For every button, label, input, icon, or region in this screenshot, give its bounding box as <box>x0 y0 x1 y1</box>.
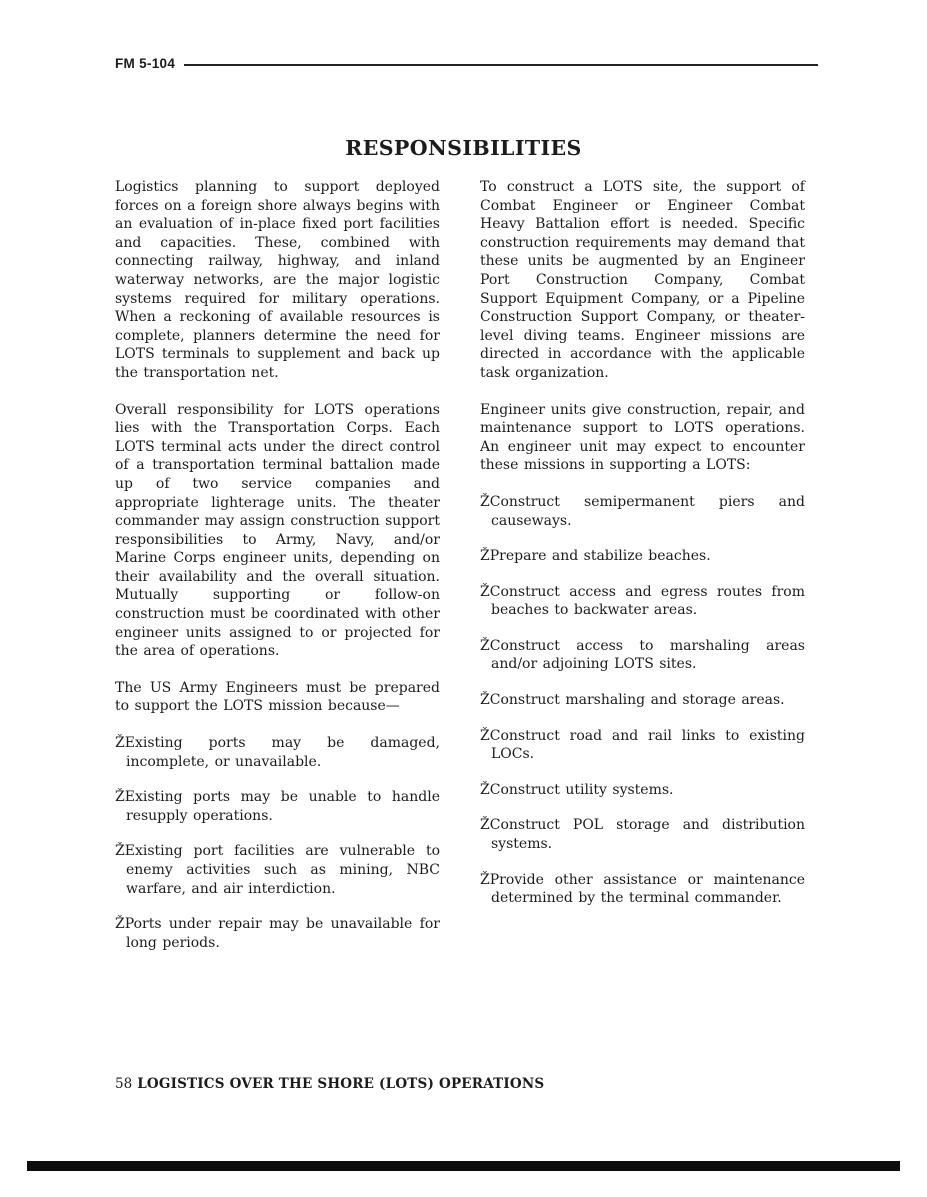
two-column-body <box>115 178 805 969</box>
bullet-glyph: Ž <box>480 817 490 834</box>
bullet-text: Prepare and stabilize beaches. <box>489 548 711 565</box>
paragraph-lead-in: Engineer units give construction, repair, and maintenance support to LOTS operations. An engineer unit may expect to encounter these missions in supporting a LOTS: <box>480 401 805 474</box>
bullet-glyph: Ž <box>115 735 125 752</box>
bullet-item <box>480 781 805 800</box>
bullet-item <box>480 583 805 620</box>
bullet-item <box>480 547 805 566</box>
bullet-text: Existing port facilities are vulnerable to enemy activities such as mining, NBC warfare, and air interdiction. <box>124 843 440 897</box>
page-number: 58 <box>115 1076 133 1092</box>
bullet-text: Construct road and rail links to existing LOCs. <box>489 727 805 763</box>
bottom-rule-bar <box>27 1161 900 1171</box>
bullet-glyph: Ž <box>480 493 490 510</box>
paragraph: Overall responsibility for LOTS operations lies with the Transportation Corps. Each LOTS terminal acts under the direct control of a transportation terminal battalion made up of two service companies and appropriate lighterage units. The theater commander may assign construction support responsibilities to Army, Navy, and/or Marine Corps engineer units, depending on their availability and the overall situation. Mutually supporting or follow-on construction must be coordinated with other engineer units assigned to or projected for the area of operations. <box>115 401 440 660</box>
bullet-glyph: Ž <box>480 583 490 600</box>
paragraph: Logistics planning to support deployed forces on a foreign shore always begins with an evaluation of in-place fixed port facilities and capacities. These, combined with connecting railway, highway, and inland waterway networks, are the major logistic systems required for military operations. When a reckoning of available resources is complete, planners determine the need for LOTS terminals to supplement and back up the transportation net. <box>115 179 440 381</box>
bullet-glyph: Ž <box>480 781 490 798</box>
bullet-glyph: Ž <box>480 548 490 565</box>
bullet-glyph: Ž <box>480 692 490 709</box>
bullet-item <box>115 734 440 771</box>
bullet-item <box>480 637 805 674</box>
bullet-item <box>480 816 805 853</box>
bullet-item <box>480 493 805 530</box>
bullet-text: Construct semipermanent piers and causeways. <box>489 493 805 529</box>
bullet-text: Existing ports may be damaged, incomplete, or unavailable. <box>124 735 440 770</box>
bullet-glyph: Ž <box>115 916 125 933</box>
paragraph-lead-in: The US Army Engineers must be prepared to support the LOTS mission because— <box>115 679 440 715</box>
bullet-text: Ports under repair may be unavailable for long periods. <box>124 916 440 951</box>
bullet-glyph: Ž <box>480 871 490 888</box>
bullet-text: Construct access and egress routes from beaches to backwater areas. <box>489 583 805 619</box>
bullet-text: Construct marshaling and storage areas. <box>489 692 785 709</box>
bullet-item <box>115 788 440 825</box>
footer <box>115 1076 544 1092</box>
footer-title: LOGISTICS OVER THE SHORE (LOTS) OPERATIONS <box>137 1076 545 1092</box>
bullet-text: Provide other assistance or maintenance determined by the terminal commander. <box>489 871 805 907</box>
paragraph: To construct a LOTS site, the support of Combat Engineer or Engineer Combat Heavy Battalion effort is needed. Specific construction requirements may demand that these units be augmented by an Engineer Port Construction Company, Combat Support Equipment Company, or a Pipeline Construction Support Company, or theater-level diving teams. Engineer missions are directed in accordance with the applicable task organization. <box>480 179 805 381</box>
bullet-glyph: Ž <box>115 843 125 860</box>
bullet-item <box>115 842 440 898</box>
bullet-glyph: Ž <box>480 637 490 654</box>
bullet-item <box>480 727 805 764</box>
bullet-item <box>480 871 805 908</box>
bullet-text: Construct utility systems. <box>489 781 674 798</box>
bullet-text: Construct POL storage and distribution systems. <box>489 817 805 853</box>
page-title: RESPONSIBILITIES <box>345 136 582 160</box>
bullet-item <box>480 691 805 710</box>
document-header <box>115 56 818 71</box>
bullet-text: Existing ports may be unable to handle resupply operations. <box>124 789 440 824</box>
bullet-glyph: Ž <box>480 727 490 744</box>
header-rule <box>184 64 818 66</box>
left-column <box>115 178 440 969</box>
doc-id: FM 5-104 <box>115 56 176 71</box>
bullet-item <box>115 915 440 952</box>
bullet-text: Construct access to marshaling areas and/or adjoining LOTS sites. <box>489 637 805 673</box>
bullet-glyph: Ž <box>115 789 125 806</box>
right-column <box>480 178 805 925</box>
